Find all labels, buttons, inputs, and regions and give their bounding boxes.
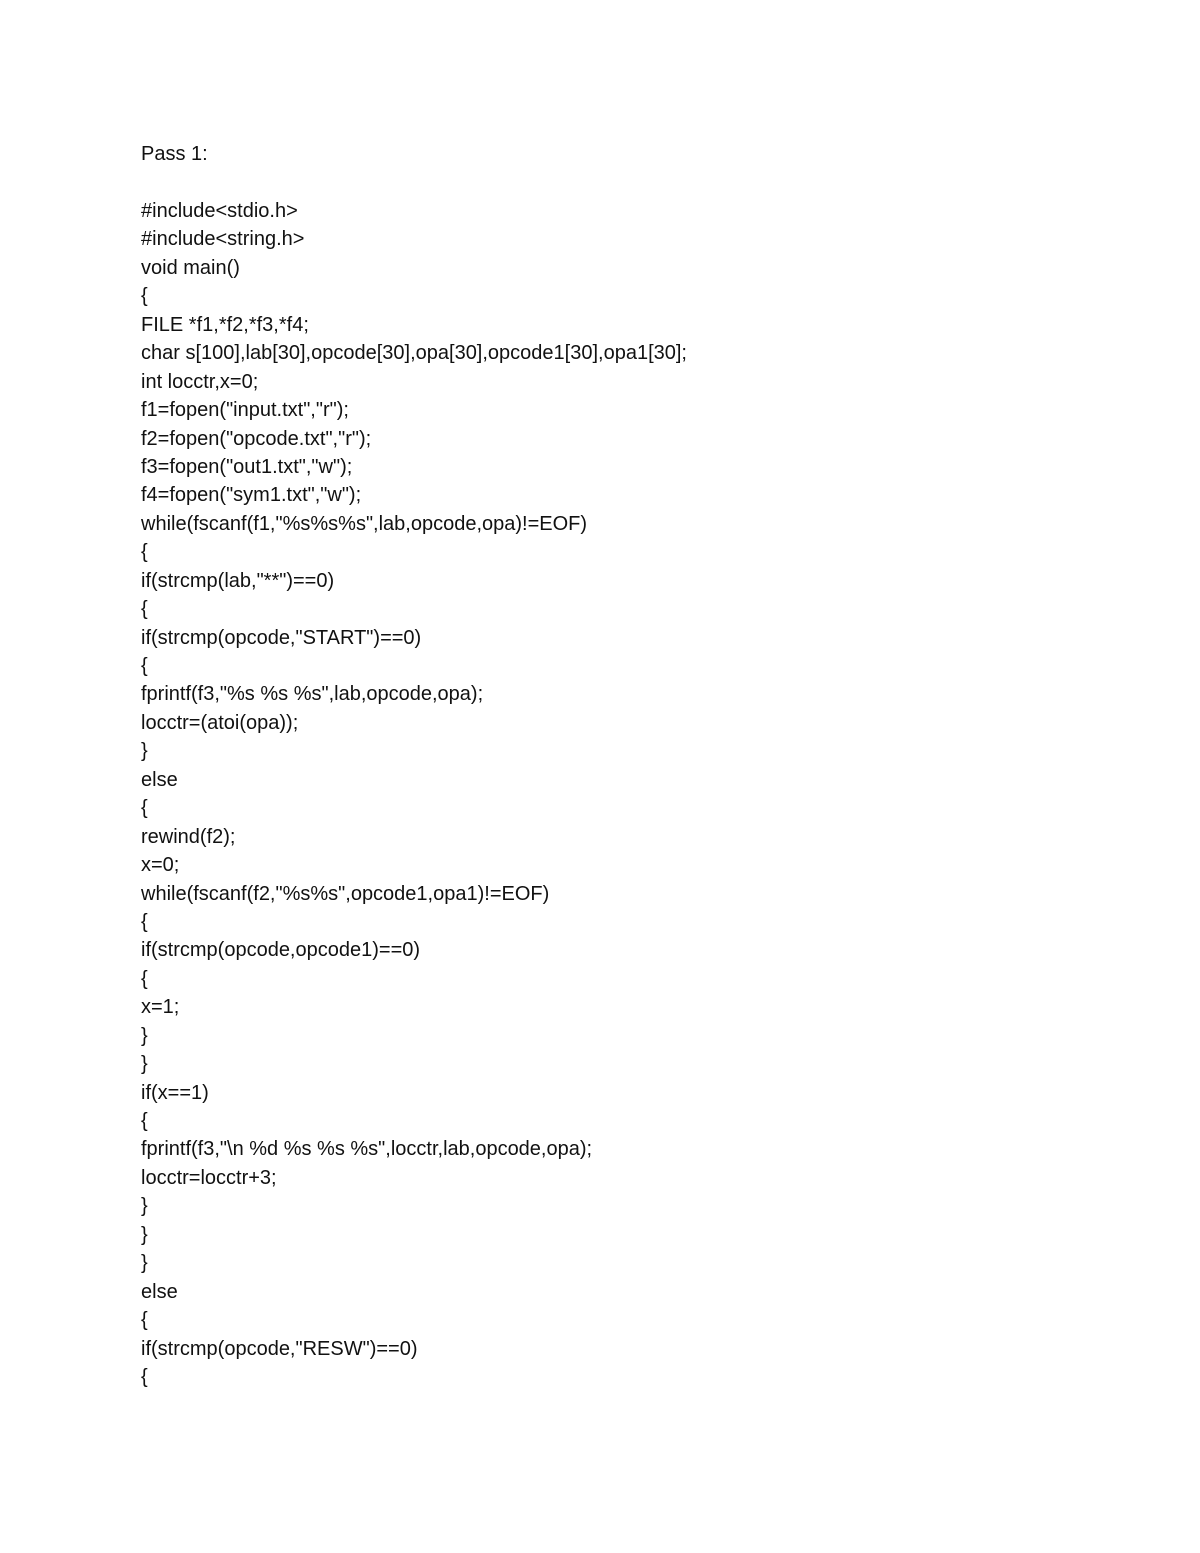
- code-line: if(strcmp(lab,"**")==0): [141, 569, 335, 592]
- code-line: if(strcmp(opcode,"RESW")==0): [141, 1337, 418, 1360]
- code-line: rewind(f2);: [141, 825, 236, 848]
- section-heading: Pass 1:: [141, 143, 208, 165]
- code-line: if(strcmp(opcode,opcode1)==0): [141, 939, 421, 962]
- code-line: }: [141, 1195, 148, 1218]
- code-line: if(x==1): [141, 1081, 209, 1104]
- code-line: {: [141, 598, 148, 621]
- code-line: int locctr,x=0;: [141, 370, 259, 393]
- code-line: fprintf(f3,"%s %s %s",lab,opcode,opa);: [141, 683, 484, 706]
- code-line: x=1;: [141, 996, 180, 1019]
- code-line: while(fscanf(f2,"%s%s",opcode1,opa1)!=EOF): [141, 882, 550, 905]
- code-line: else: [141, 1280, 178, 1303]
- code-line: }: [141, 1053, 148, 1076]
- code-line: else: [141, 768, 178, 791]
- code-line: {: [141, 797, 148, 820]
- code-line: f2=fopen("opcode.txt","r");: [141, 427, 372, 450]
- code-line: {: [141, 541, 148, 564]
- code-line: f3=fopen("out1.txt","w");: [141, 455, 353, 478]
- code-line: f1=fopen("input.txt","r");: [141, 399, 349, 422]
- code-line: }: [141, 740, 148, 763]
- code-line: f4=fopen("sym1.txt","w");: [141, 484, 362, 507]
- code-line: {: [141, 285, 148, 308]
- code-line: locctr=locctr+3;: [141, 1166, 277, 1189]
- code-line: if(strcmp(opcode,"START")==0): [141, 626, 422, 649]
- code-line: {: [141, 655, 148, 677]
- code-line: {: [141, 910, 148, 933]
- code-line: fprintf(f3,"\n %d %s %s %s",locctr,lab,opcode,opa);: [141, 1138, 593, 1161]
- code-line: #include<string.h>: [141, 228, 305, 251]
- code-line: char s[100],lab[30],opcode[30],opa[30],opcode1[30],opa1[30];: [141, 342, 687, 365]
- code-block: [141, 197, 687, 1391]
- code-line: void main(): [141, 256, 240, 279]
- code-line: #include<stdio.h>: [141, 200, 298, 222]
- code-line: x=0;: [141, 854, 180, 877]
- code-line: }: [141, 1024, 148, 1047]
- code-line: }: [141, 1223, 148, 1246]
- code-line: {: [141, 1365, 148, 1388]
- code-line: {: [141, 1110, 148, 1132]
- code-line: }: [141, 1252, 148, 1275]
- code-line: {: [141, 967, 148, 990]
- code-line: locctr=(atoi(opa));: [141, 711, 299, 734]
- code-line: {: [141, 1309, 148, 1332]
- code-line: FILE *f1,*f2,*f3,*f4;: [141, 313, 309, 336]
- code-line: while(fscanf(f1,"%s%s%s",lab,opcode,opa)!=EOF): [141, 512, 588, 535]
